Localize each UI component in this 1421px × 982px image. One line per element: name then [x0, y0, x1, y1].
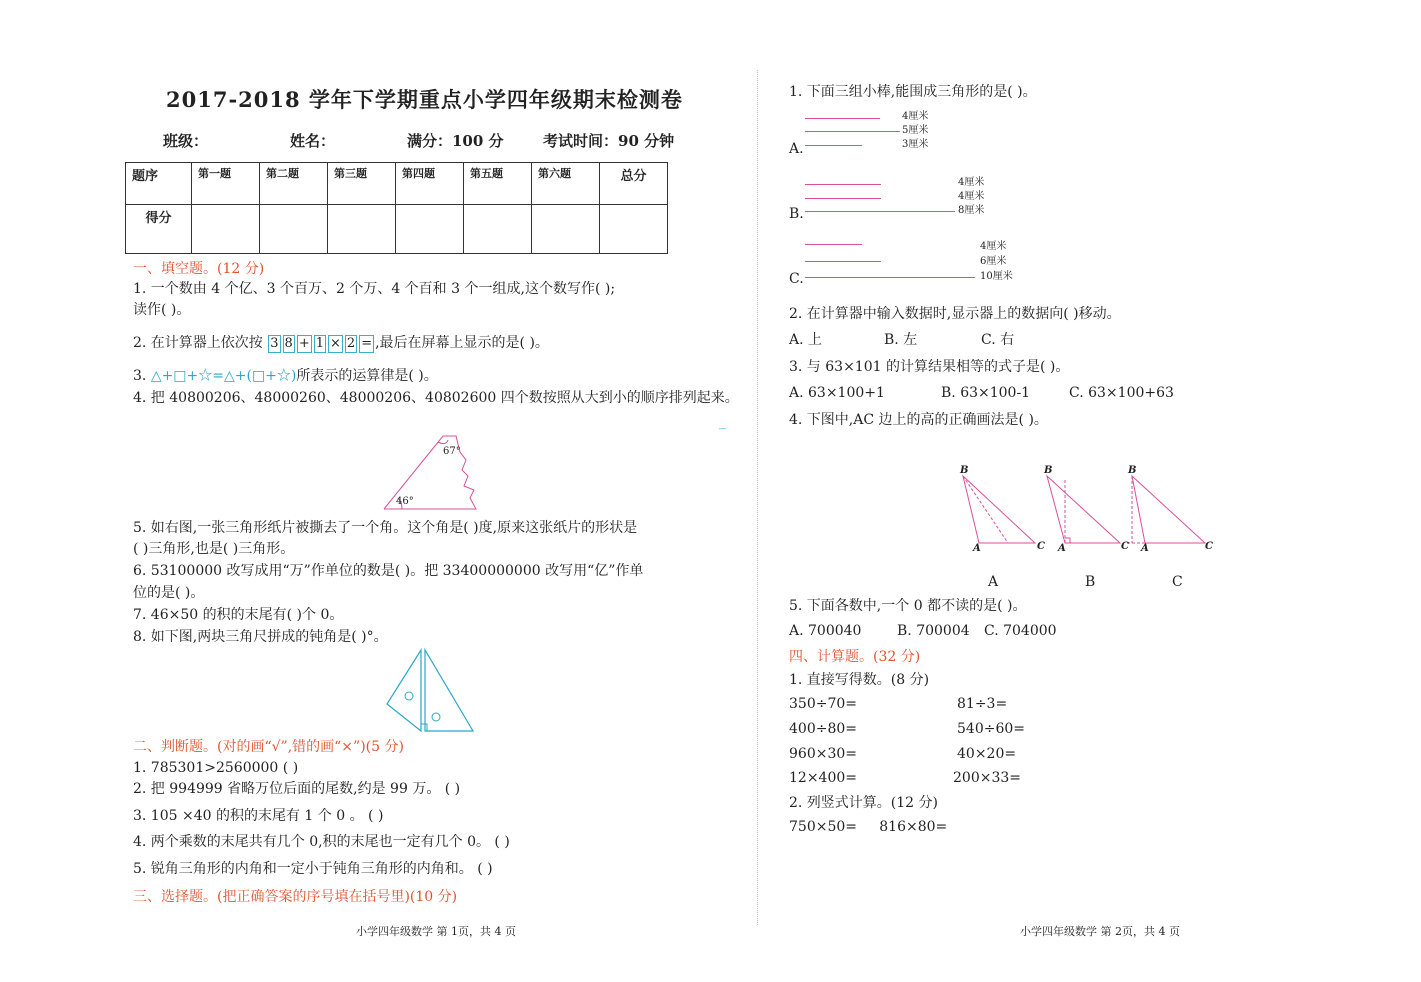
score-row-label: 得分	[126, 205, 192, 254]
question-2-tail: ,最后在屏幕上显示的是( )。	[375, 335, 549, 351]
calc-item: 40×20=	[957, 746, 1017, 762]
question-3	[133, 367, 438, 385]
choice-5: 5. 下面各数中,一个 0 都不读的是( )。	[789, 598, 1027, 614]
calc-key: =	[361, 336, 373, 351]
question-4-blank: _	[719, 414, 726, 430]
height-triangles-figure	[955, 468, 1215, 558]
question-2-text: 2. 在计算器上依次按	[133, 335, 263, 351]
question-5a: 5. 如右图,一张三角形纸片被撕去了一个角。这个角是( )度,原来这张纸片的形状是	[133, 520, 638, 536]
stick	[805, 198, 881, 199]
stick	[805, 131, 900, 132]
vertex-label: B	[1044, 465, 1053, 476]
score-cell[interactable]	[464, 205, 532, 254]
calc-item: 12×400=	[789, 770, 857, 786]
choice-5-option: B. 700004	[897, 623, 970, 639]
score-header: 第一题	[192, 163, 260, 205]
choice-3-option: B. 63×100-1	[941, 385, 1031, 401]
question-6b: 位的是( )。	[133, 585, 205, 601]
stick-length: 4厘米	[980, 241, 1007, 252]
choice-2-option: B. 左	[884, 332, 918, 348]
score-header: 第三题	[328, 163, 396, 205]
calc-item: 81÷3=	[957, 696, 1008, 712]
formula: △+□+☆=△+(□+☆)	[150, 368, 297, 384]
calc-item: 350÷70=	[789, 696, 857, 712]
vertex-label: B	[960, 465, 969, 476]
question-4: 4. 把 40800206、48000260、48000206、40802600 四个数按照从大到小的顺序排列起来。	[133, 390, 739, 406]
score-header: 题序	[126, 163, 192, 205]
name-label: 姓名：	[290, 132, 336, 150]
calc-2-items: 750×50= 816×80=	[789, 819, 948, 835]
choice-2-option: C. 右	[981, 332, 1015, 348]
choice-3-option: A. 63×100+1	[789, 385, 885, 401]
score-cell[interactable]	[600, 205, 668, 254]
score-header: 第二题	[260, 163, 328, 205]
angle-label: 46°	[396, 496, 414, 507]
calc-1-title: 1. 直接写得数。(8 分)	[789, 672, 930, 688]
stick	[805, 277, 975, 278]
figure-label: B	[1085, 574, 1096, 590]
stick-length: 6厘米	[980, 256, 1007, 267]
choice-3-option: C. 63×100+63	[1069, 385, 1174, 401]
figure-label: C	[1172, 574, 1183, 590]
stick	[805, 261, 881, 262]
question-8: 8. 如下图,两块三角尺拼成的钝角是( )°。	[133, 629, 388, 645]
question-5b: ( )三角形,也是( )三角形。	[133, 541, 295, 557]
choice-5-option: C. 704000	[984, 623, 1057, 639]
judge-1: 1. 785301>2560000 ( )	[133, 760, 299, 776]
stick	[805, 244, 862, 245]
vertex-label: A	[1141, 543, 1149, 554]
score-cell[interactable]	[532, 205, 600, 254]
question-6a: 6. 53100000 改写成用“万”作单位的数是( )。把 33400000000 改写用“亿”作单	[133, 563, 644, 579]
exam-time-label: 考试时间：90 分钟	[543, 132, 675, 150]
full-score-label: 满分：100 分	[407, 132, 504, 150]
choice-4: 4. 下图中,AC 边上的高的正确画法是( )。	[789, 412, 1048, 428]
question-1a: 1. 一个数由 4 个亿、3 个百万、2 个万、4 个百和 3 个一组成,这个数写作( );	[133, 281, 616, 297]
stick	[805, 118, 880, 119]
score-cell[interactable]	[328, 205, 396, 254]
choice-5-option: A. 700040	[789, 623, 862, 639]
page-title: 2017-2018 学年下学期重点小学四年级期末检测卷	[166, 87, 683, 112]
judge-5: 5. 锐角三角形的内角和一定小于钝角三角形的内角和。 ( )	[133, 861, 493, 877]
class-label: 班级：	[163, 132, 209, 150]
choice-1: 1. 下面三组小棒,能围成三角形的是( )。	[789, 84, 1037, 100]
page-divider	[757, 70, 758, 925]
choice-2-option: A. 上	[789, 332, 823, 348]
torn-triangle-figure	[380, 432, 480, 512]
score-cell[interactable]	[396, 205, 464, 254]
stick	[805, 145, 862, 146]
option-b-label: B.	[789, 206, 804, 222]
judge-2: 2. 把 994999 省略万位后面的尾数,约是 99 万。 ( )	[133, 781, 461, 797]
score-header: 第六题	[532, 163, 600, 205]
score-cell[interactable]	[260, 205, 328, 254]
angle-label: 67°	[443, 446, 461, 457]
stick-length: 4厘米	[958, 191, 985, 202]
stick-length: 4厘米	[902, 111, 929, 122]
vertex-label: C	[1121, 541, 1129, 552]
question-1b: 读作( )。	[133, 302, 191, 318]
choice-3: 3. 与 63×101 的计算结果相等的式子是( )。	[789, 359, 1070, 375]
score-header: 第四题	[396, 163, 464, 205]
section-fill-blank: 一、填空题。(12 分)	[133, 261, 265, 277]
section-judge: 二、判断题。(对的画“√”,错的画“×”)(5 分)	[133, 739, 404, 755]
choice-2: 2. 在计算器中输入数据时,显示器上的数据向( )移动。	[789, 306, 1121, 322]
section-calc: 四、计算题。(32 分)	[789, 649, 921, 665]
calc-key: 3	[270, 336, 279, 351]
judge-3: 3. 105 ×40 的积的末尾有 1 个 0 。 ( )	[133, 808, 384, 824]
calc-item: 960×30=	[789, 746, 857, 762]
question-3-tail: 所表示的运算律是( )。	[296, 368, 438, 384]
question-7: 7. 46×50 的积的末尾有( )个 0。	[133, 607, 344, 623]
vertex-label: C	[1037, 541, 1045, 552]
calc-key: +	[298, 336, 310, 351]
vertex-label: A	[973, 543, 981, 554]
option-c-label: C.	[789, 271, 804, 287]
score-table	[125, 162, 668, 254]
calc-key: ×	[330, 336, 341, 351]
question-2	[133, 334, 549, 353]
stick	[805, 184, 881, 185]
calc-item: 200×33=	[953, 770, 1021, 786]
score-cell[interactable]	[192, 205, 260, 254]
calc-key: 8	[284, 336, 293, 351]
calc-key: 2	[346, 336, 356, 351]
score-header: 第五题	[464, 163, 532, 205]
stick-length: 4厘米	[958, 177, 985, 188]
judge-4: 4. 两个乘数的末尾共有几个 0,积的末尾也一定有几个 0。 ( )	[133, 834, 510, 850]
stick-length: 10厘米	[980, 271, 1013, 282]
stick-length: 3厘米	[902, 139, 929, 150]
calc-item: 400÷80=	[789, 721, 857, 737]
option-a-label: A.	[789, 141, 804, 157]
stick-length: 8厘米	[958, 205, 985, 216]
vertex-label: B	[1128, 465, 1137, 476]
calc-item: 540÷60=	[957, 721, 1025, 737]
vertex-label: A	[1058, 543, 1066, 554]
vertex-label: C	[1205, 541, 1213, 552]
footer-left: 小学四年级数学 第 1页，共 4 页	[356, 925, 516, 938]
question-3-num: 3.	[133, 368, 147, 384]
figure-label: A	[988, 574, 999, 590]
calc-2-title: 2. 列竖式计算。(12 分)	[789, 795, 938, 811]
calc-key: 1	[315, 336, 325, 351]
footer-right: 小学四年级数学 第 2页，共 4 页	[1020, 925, 1180, 938]
set-squares-figure	[385, 648, 477, 734]
stick	[805, 211, 955, 212]
section-choice: 三、选择题。(把正确答案的序号填在括号里)(10 分)	[133, 889, 458, 905]
stick-length: 5厘米	[902, 125, 929, 136]
score-header: 总分	[600, 163, 668, 205]
